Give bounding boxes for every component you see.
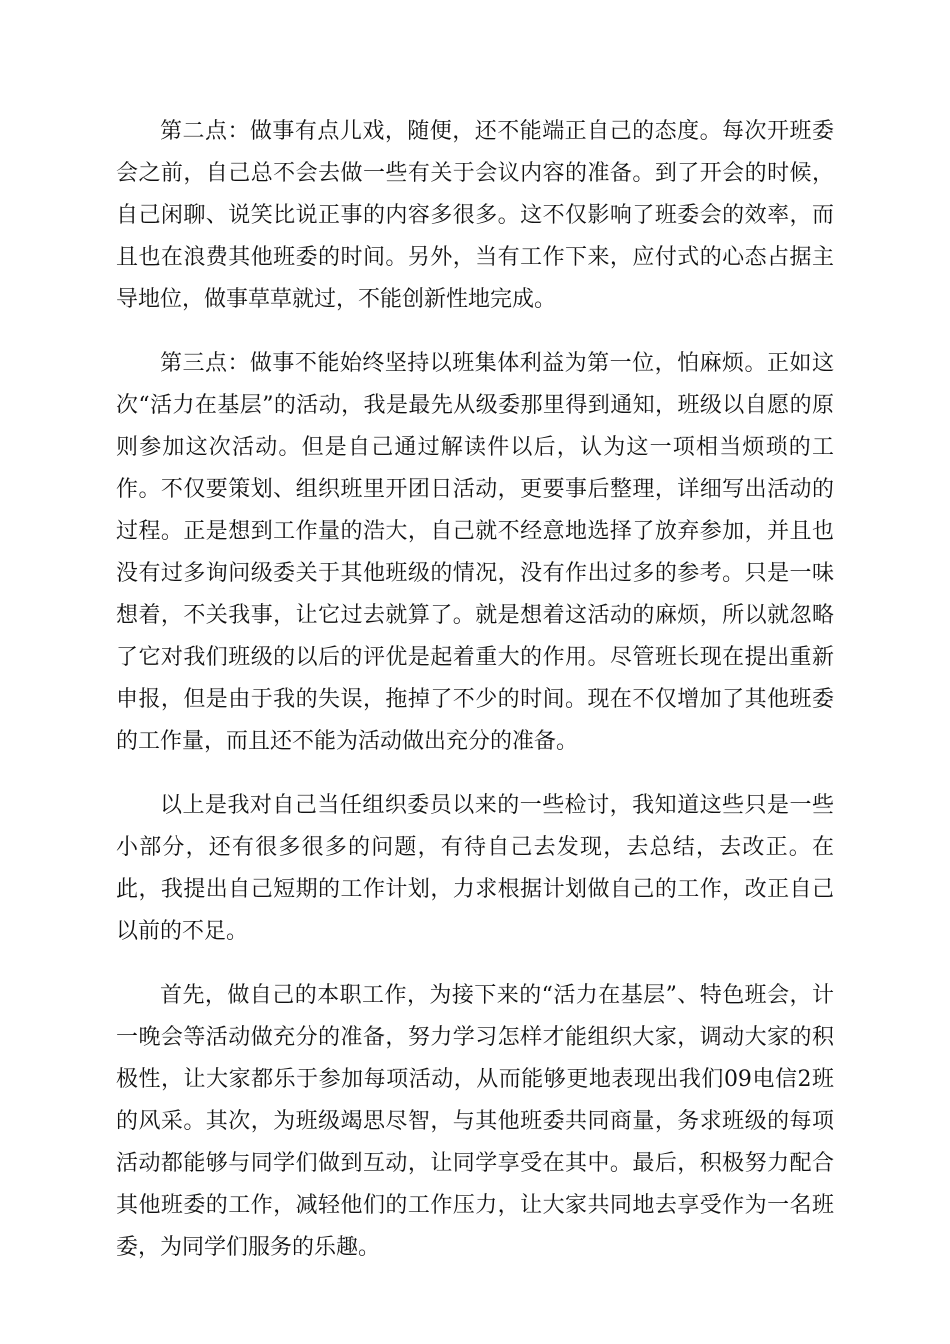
paragraph-point-two: 第二点：做事有点儿戏，随便，还不能端正自己的态度。每次开班委会之前，自己总不会去做一些有关于会议内容的准备。到了开会的时候，自己闲聊、说笑比说正事的内容多很多。这不仅影响了班委会的效率，而且也在浪费其他班委的时间。另外，当有工作下来，应付式的心态占据主导地位，做事草草就过，不能创新性地完成。 [116,119,834,312]
document-body [116,111,834,1291]
paragraph-work-plan: 首先，做自己的本职工作，为接下来的“活力在基层”、特色班会，计一晚会等活动做充分的准备，努力学习怎样才能组织大家，调动大家的积极性，让大家都乐于参加每项活动，从而能够更地表现出我们09电信2班的风采。其次，为班级竭思尽智，与其他班委共同商量，务求班级的每项活动都能够与同学们做到互动，让同学享受在其中。最后，积极努力配合其他班委的工作，减轻他们的工作压力，让大家共同地去享受作为一名班委，为同学们服务的乐趣。 [116,983,834,1260]
paragraph-summary: 以上是我对自己当任组织委员以来的一些检讨，我知道这些只是一些小部分，还有很多很多的问题，有待自己去发现，去总结，去改正。在此，我提出自己短期的工作计划，力求根据计划做自己的工作，改正自己以前的不足。 [116,793,834,944]
paragraph-point-three: 第三点：做事不能始终坚持以班集体利益为第一位，怕麻烦。正如这次“活力在基层”的活动，我是最先从级委那里得到通知，班级以自愿的原则参加这次活动。但是自己通过解读件以后，认为这一项相当烦琐的工作。不仅要策划、组织班里开团日活动，更要事后整理，详细写出活动的过程。正是想到工作量的浩大，自己就不经意地选择了放弃参加，并且也没有过多询问级委关于其他班级的情况，没有作出过多的参考。只是一味想着，不关我事，让它过去就算了。就是想着这活动的麻烦，所以就忽略了它对我们班级的以后的评优是起着重大的作用。尽管班长现在提出重新申报，但是由于我的失误，拖掉了不少的时间。现在不仅增加了其他班委的工作量，而且还不能为活动做出充分的准备。 [116,351,834,754]
